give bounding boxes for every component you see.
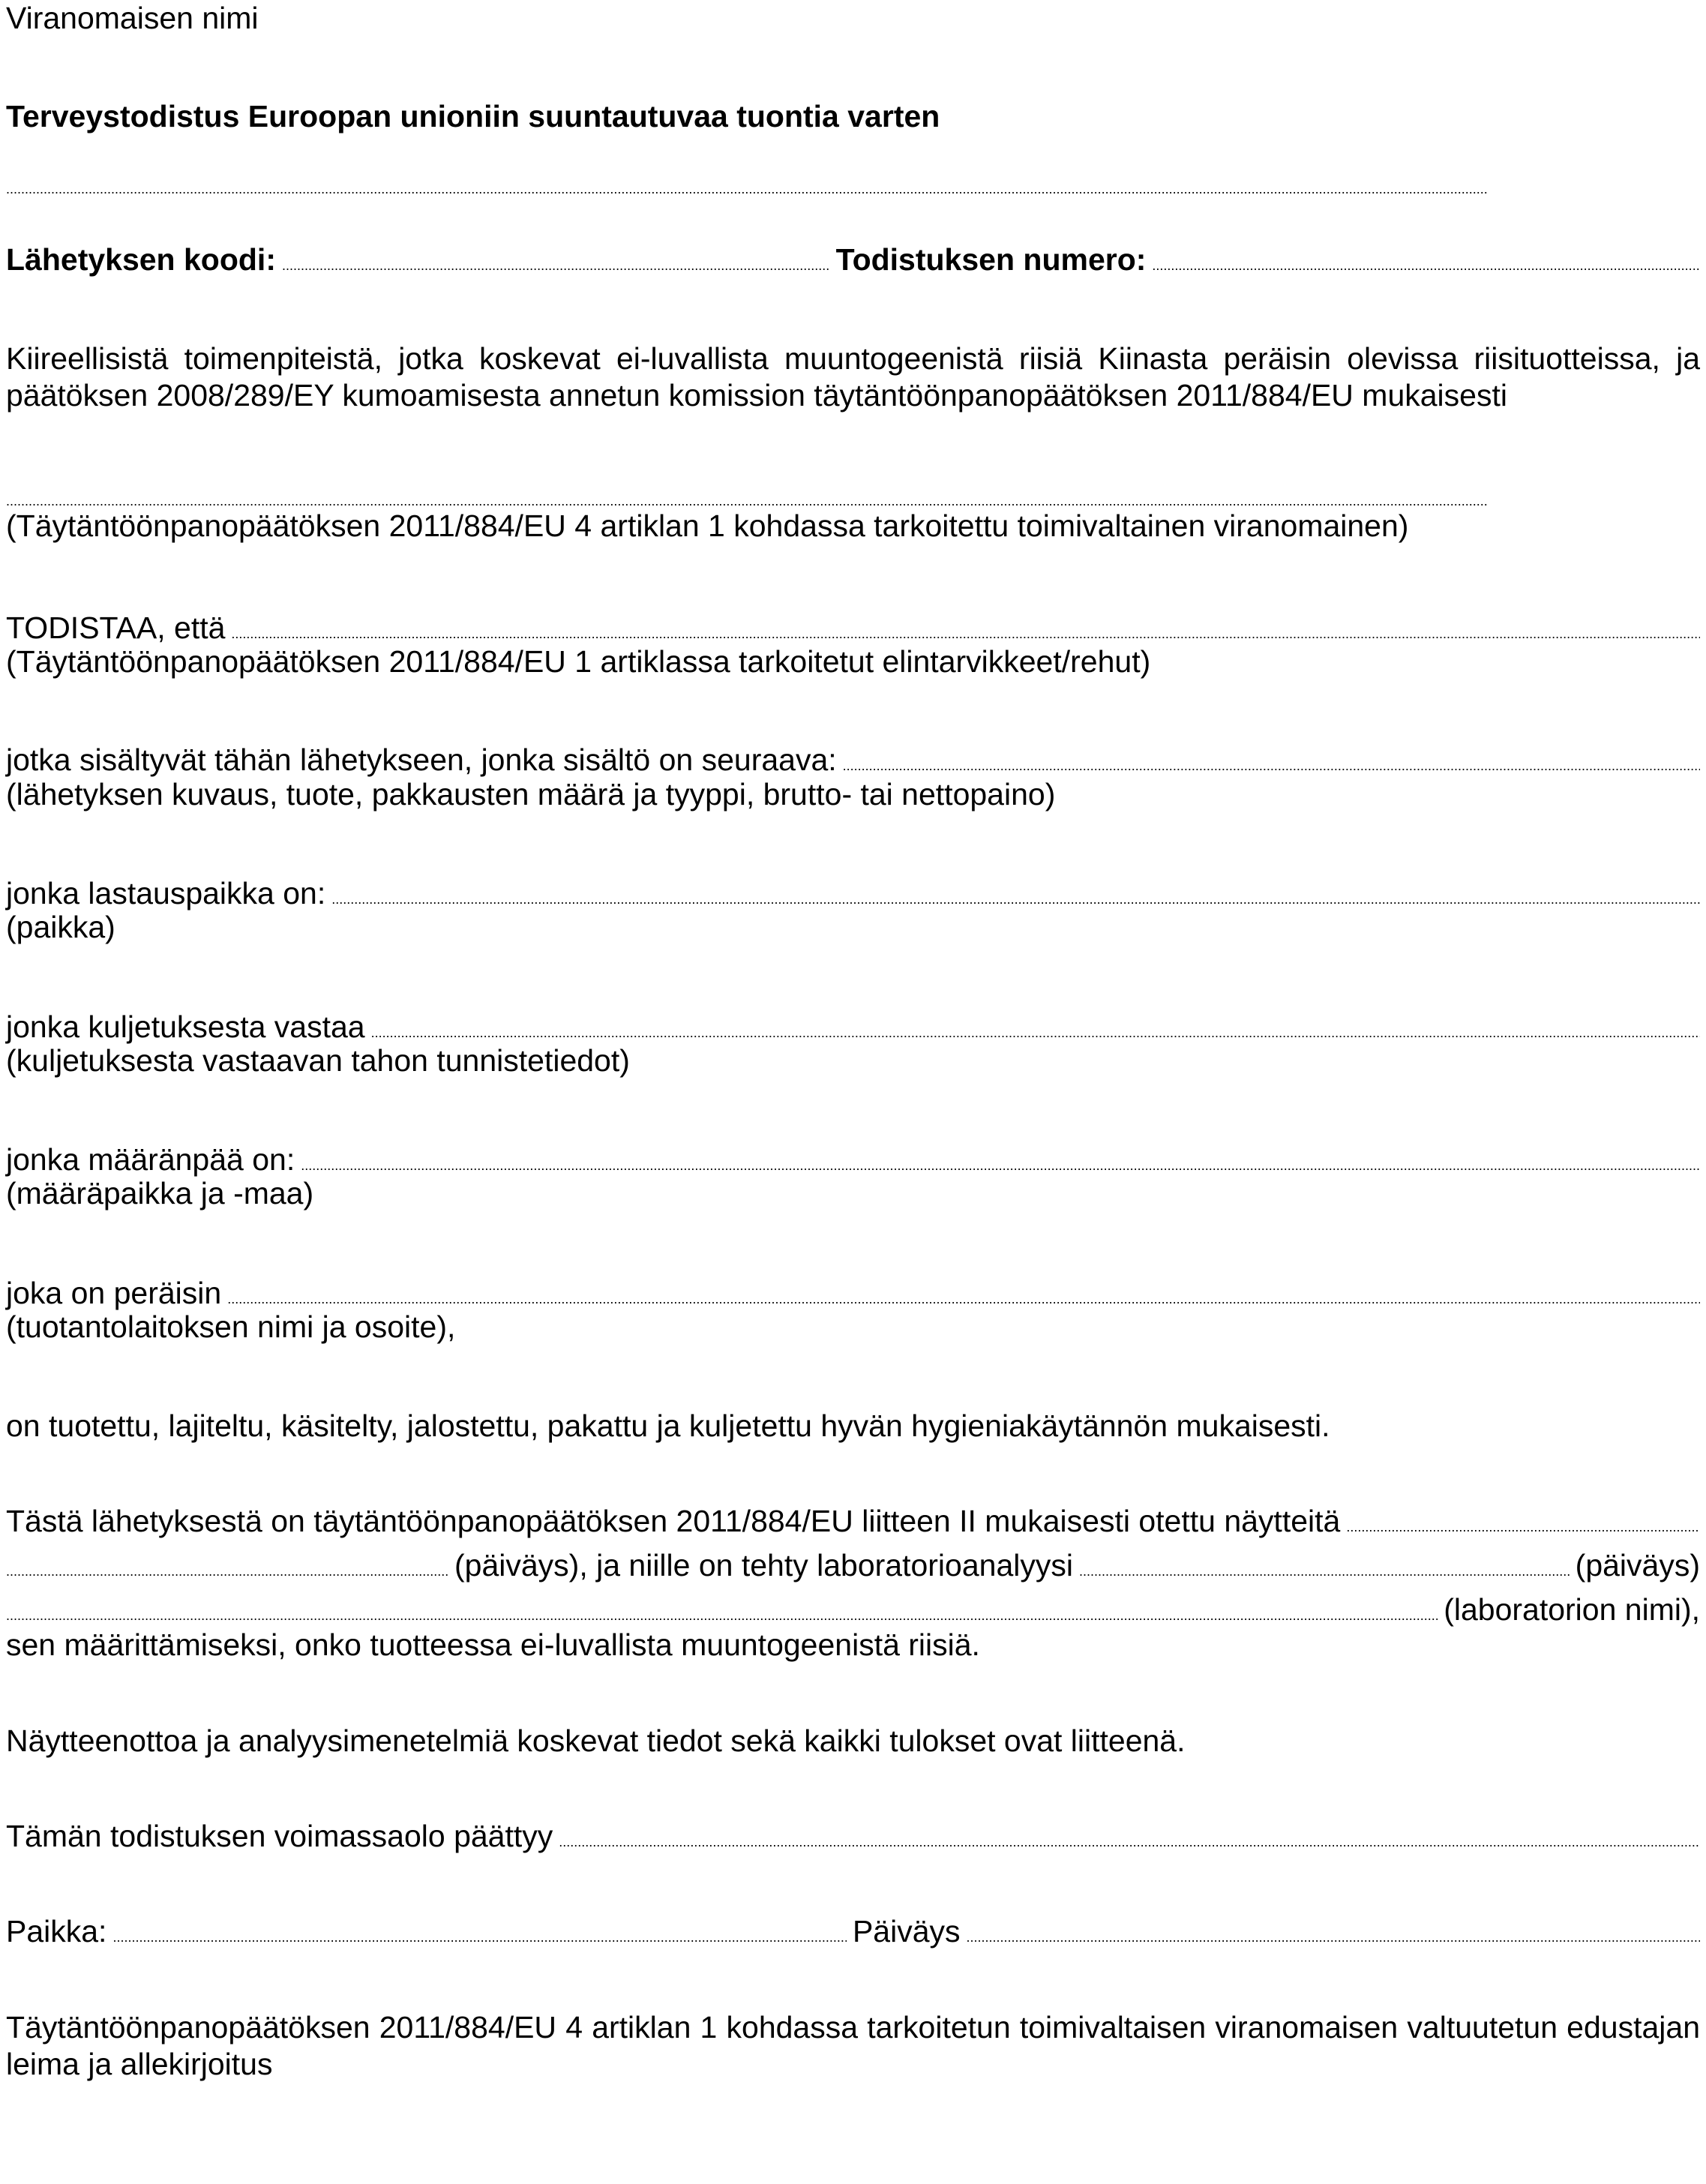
certificate-title: Terveystodistus Euroopan unioniin suuntautuvaa tuontia varten [6, 99, 940, 134]
title-fill-line[interactable] [6, 165, 1700, 208]
sampling-row-2 [6, 1547, 1700, 1590]
shipment-code-label: Lähetyksen koodi: [6, 242, 276, 277]
transport-note: (kuljetuksesta vastaavan tahon tunnistetiedot) [6, 1043, 630, 1078]
sampling-date-field[interactable] [6, 1547, 448, 1590]
validity-label: Tämän todistuksen voimassaolo päättyy [6, 1819, 553, 1853]
transport-label: jonka kuljetuksesta vastaa [6, 1010, 365, 1044]
sampling-row-1 [6, 1503, 1700, 1546]
place-label: Paikka: [6, 1914, 107, 1948]
annex-statement: Näytteenottoa ja analyysimenetelmiä koskevat tiedot sekä kaikki tulokset ovat liitteenä. [6, 1724, 1186, 1758]
intro-paragraph: Kiireellisistä toimenpiteistä, jotka koskevat ei-luvallista muuntogeenistä riisiä Kiinasta peräisin olevissa riisituotteissa, ja päätöksen 2008/289/EY kumoamisesta annetun komission täytäntöönpanopäätöksen 2011/884/EU mukaisesti [6, 341, 1700, 412]
origin-label: joka on peräisin [6, 1276, 222, 1310]
hygiene-statement: on tuotettu, lajiteltu, käsitelty, jalostettu, pakattu ja kuljetettu hyvän hygieniakäytännön mukaisesti. [6, 1408, 1330, 1443]
loading-place-note: (paikka) [6, 910, 115, 944]
shipment-code-field[interactable] [282, 242, 830, 284]
validity-row [6, 1818, 1700, 1861]
consignment-label: jotka sisältyvät tähän lähetykseen, jonka sisältö on seuraava: [6, 742, 837, 777]
validity-field[interactable] [559, 1818, 1700, 1861]
certifies-label: TODISTAA, että [6, 610, 226, 645]
certificate-number-label: Todistuksen numero: [835, 242, 1147, 277]
competent-authority-note: (Täytäntöönpanopäätöksen 2011/884/EU 4 artiklan 1 kohdassa tarkoitettu toimivaltainen viranomainen) [6, 508, 1409, 543]
loading-place-label: jonka lastauspaikka on: [6, 876, 326, 910]
laboratory-label: (laboratorion nimi), [1444, 1592, 1700, 1627]
date-label: Päiväys [852, 1914, 961, 1948]
shipment-code-row [6, 242, 1700, 284]
fill-dots[interactable] [6, 165, 1700, 208]
destination-note: (määräpaikka ja -maa) [6, 1176, 314, 1210]
consignment-note: (lähetyksen kuvaus, tuote, pakkausten määrä ja tyyppi, brutto- tai nettopaino) [6, 777, 1056, 812]
sampling-text: Tästä lähetyksestä on täytäntöönpanopäätöksen 2011/884/EU liitteen II mukaisesti otettu näytteitä [6, 1504, 1341, 1538]
authority-name: Viranomaisen nimi [6, 1, 259, 35]
date-field[interactable] [967, 1913, 1700, 1956]
sampling-date-label: (päiväys), ja niille on tehty laboratorioanalyysi [454, 1548, 1073, 1582]
sampling-row-4: sen määrittämiseksi, onko tuotteessa ei-luvallista muuntogeenistä riisiä. [6, 1628, 980, 1662]
signature-statement: Täytäntöönpanopäätöksen 2011/884/EU 4 artiklan 1 kohdassa tarkoitetun toimivaltaisen viranomaisen valtuutetun edustajan leima ja allekirjoitus [6, 2010, 1700, 2081]
certificate-number-field[interactable] [1152, 242, 1700, 284]
analysis-date-field[interactable] [1079, 1547, 1570, 1590]
place-date-row [6, 1913, 1700, 1956]
destination-label: jonka määränpää on: [6, 1142, 295, 1177]
origin-note: (tuotantolaitoksen nimi ja osoite), [6, 1310, 456, 1344]
place-field[interactable] [112, 1913, 846, 1956]
analysis-date-label: (päiväys) [1575, 1548, 1700, 1582]
sampling-field[interactable] [1346, 1503, 1700, 1546]
foodstuffs-note: (Täytäntöönpanopäätöksen 2011/884/EU 1 artiklassa tarkoitetut elintarvikkeet/rehut) [6, 644, 1151, 679]
